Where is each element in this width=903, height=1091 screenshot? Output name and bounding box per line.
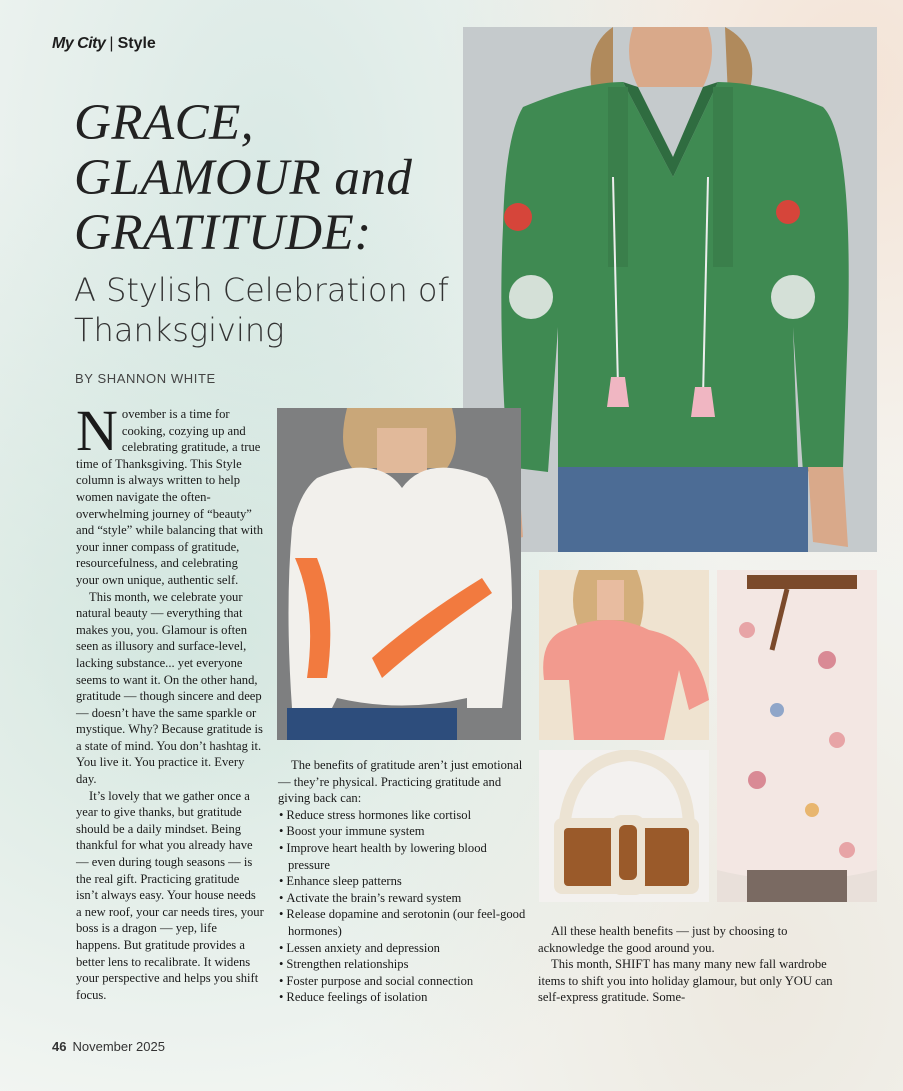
- article-column-3: [538, 923, 838, 1006]
- article-title: GRACE, GLAMOUR and GRATITUDE:: [74, 95, 413, 261]
- list-item: • Activate the brain’s reward system: [278, 890, 528, 907]
- benefits-list: [278, 807, 528, 1006]
- page-number: 46: [52, 1039, 67, 1054]
- pink-top-photo: [539, 570, 709, 740]
- paragraph-daily-mindset: It’s lovely that we gather once a year to give thanks, but gratitude should be a daily mindset. Being thankful for what you already have — even during tough seasons — is the real gift. Practicing gratitude isn’t always easy. Your house needs a new roof, your car needs tires, your boss is a dragon — yep, life happens. But gratitude provides a better lens to recalibrate. It widens your perspective and helps you shift focus.: [76, 788, 264, 1002]
- benefits-intro: The benefits of gratitude aren’t just emotional — they’re physical. Practicing gratitude and giving back can:: [278, 758, 523, 806]
- header-separator: |: [109, 35, 114, 52]
- list-item: • Reduce feelings of isolation: [278, 989, 528, 1006]
- article-column-2: [278, 757, 528, 1006]
- white-sweater-photo: [277, 408, 521, 740]
- list-item: • Reduce stress hormones like cortisol: [278, 807, 528, 824]
- issue-date: November 2025: [72, 1039, 165, 1054]
- list-item: • Enhance sleep patterns: [278, 873, 528, 890]
- magazine-header: [52, 35, 156, 53]
- paragraph-health-benefits: All these health benefits — just by choosing to acknowledge the good around you.: [538, 924, 788, 955]
- article-column-1: [76, 398, 264, 1003]
- green-blouse-photo: [463, 27, 877, 552]
- list-item: • Improve heart health by lowering blood pressure: [278, 840, 528, 873]
- article-subtitle: A Stylish Celebration of Thanksgiving: [74, 271, 449, 349]
- magazine-brand: My City: [52, 35, 106, 52]
- shearling-bag-photo: [539, 750, 709, 902]
- list-item: • Boost your immune system: [278, 823, 528, 840]
- drop-cap: N: [76, 398, 118, 463]
- article-byline: BY SHANNON WHITE: [75, 371, 216, 386]
- paragraph-intro: [76, 398, 264, 589]
- section-name: Style: [117, 35, 156, 52]
- list-item: • Foster purpose and social connection: [278, 973, 528, 990]
- paragraph-natural-beauty: This month, we celebrate your natural beauty — everything that makes you, you. Glamour is often seen as illusory and surface-level, lacking substance... yet everyone seems to want it. On the other hand, gratitude — though sincere and deep — doesn’t have the same sparkle or mystique. Why? Because gratitude is a state of mind. You don’t hashtag it. You live it. You practice it. Every day.: [76, 589, 263, 787]
- list-item: • Lessen anxiety and depression: [278, 940, 528, 957]
- page-footer: [52, 1039, 165, 1054]
- paragraph-intro-text: ovember is a time for cooking, cozying up and celebrating gratitude, a true time of Thanksgiving. This Style column is always written to help women navigate the often-overwhelming journey of “beauty” and “style” while balancing that with your inner compass of gratitude, resourcefulness, and celebrating your own unique, authentic self.: [76, 407, 264, 587]
- list-item: • Strengthen relationships: [278, 956, 528, 973]
- list-item: • Release dopamine and serotonin (our feel-good hormones): [278, 906, 528, 939]
- paragraph-shift: This month, SHIFT has many many new fall wardrobe items to shift you into holiday glamour, but only YOU can self-express gratitude. Some-: [538, 957, 833, 1005]
- floral-skirt-photo: [717, 570, 877, 902]
